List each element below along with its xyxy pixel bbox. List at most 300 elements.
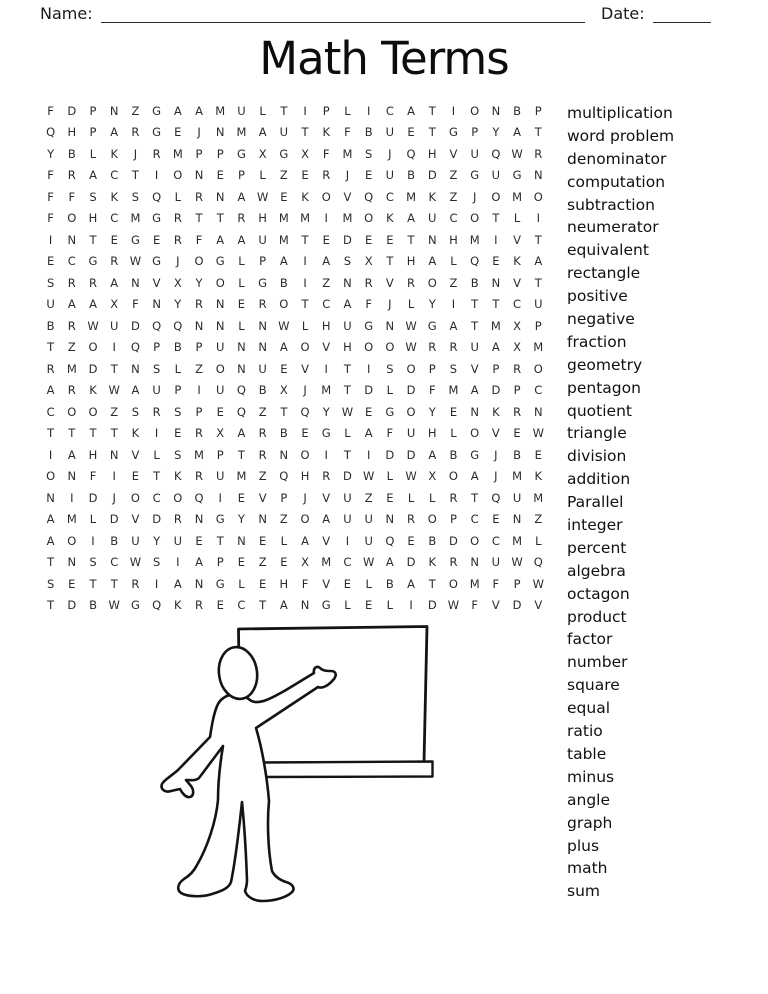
grid-letter: W <box>511 146 523 161</box>
grid-letter: N <box>512 512 522 527</box>
grid-letter: D <box>385 447 395 462</box>
word-list-item: fraction <box>567 332 627 351</box>
grid-letter: N <box>194 318 204 333</box>
grid-letter: Z <box>258 469 267 484</box>
grid-letter: U <box>110 318 119 333</box>
grid-letter: E <box>237 297 246 312</box>
grid-letter: G <box>152 125 162 140</box>
grid-letter: P <box>216 146 224 161</box>
grid-letter: O <box>300 340 310 355</box>
grid-letter: A <box>195 103 203 118</box>
grid-letter: A <box>470 469 479 484</box>
grid-letter: O <box>364 340 374 355</box>
grid-letter: G <box>152 254 162 269</box>
grid-letter: E <box>407 125 415 140</box>
grid-letter: E <box>365 168 373 183</box>
grid-letter: I <box>154 168 159 183</box>
grid-letter: E <box>68 576 76 591</box>
grid-letter: R <box>131 576 140 591</box>
grid-letter: I <box>112 469 116 484</box>
grid-letter: O <box>321 189 331 204</box>
grid-letter: U <box>258 361 267 376</box>
grid-letter: I <box>112 340 116 355</box>
grid-letter: U <box>279 125 289 140</box>
grid-letter: R <box>152 404 161 419</box>
grid-letter: C <box>385 189 394 204</box>
grid-letter: L <box>386 469 394 484</box>
grid-letter: N <box>258 340 267 355</box>
grid-letter: D <box>512 598 522 613</box>
word-list-item: addition <box>567 470 631 489</box>
grid-letter: P <box>513 576 521 591</box>
grid-letter: Z <box>279 168 288 183</box>
grid-letter: P <box>449 512 457 527</box>
grid-letter: D <box>67 103 77 118</box>
grid-letter: T <box>110 361 118 376</box>
grid-letter: K <box>89 383 97 398</box>
grid-letter: T <box>428 576 436 591</box>
grid-letter: E <box>492 254 500 269</box>
grid-letter: O <box>67 211 77 226</box>
grid-letter: V <box>449 146 458 161</box>
grid-letter: Z <box>322 275 331 290</box>
grid-letter: L <box>450 426 457 441</box>
grid-letter: R <box>407 275 416 290</box>
grid-letter: I <box>154 576 159 591</box>
grid-letter: H <box>88 211 98 226</box>
grid-letter: Z <box>449 275 458 290</box>
grid-letter: U <box>216 383 225 398</box>
grid-letter: O <box>448 469 458 484</box>
grid-letter: E <box>386 232 394 247</box>
grid-letter: A <box>279 598 288 613</box>
grid-letter: L <box>238 275 245 290</box>
grid-letter: L <box>174 189 182 204</box>
grid-letter: S <box>449 361 458 376</box>
grid-letter: Q <box>491 490 501 505</box>
grid-letter: R <box>152 146 161 161</box>
grid-letter: O <box>427 275 437 290</box>
grid-letter: O <box>130 490 140 505</box>
grid-letter: K <box>174 469 182 484</box>
grid-letter: S <box>131 189 140 204</box>
grid-letter: A <box>534 254 543 269</box>
grid-letter: D <box>364 383 374 398</box>
grid-letter: F <box>47 103 54 118</box>
grid-letter: I <box>70 490 74 505</box>
grid-letter: L <box>301 318 309 333</box>
word-list-item: table <box>567 744 607 763</box>
grid-letter: X <box>428 469 437 484</box>
grid-letter: R <box>407 512 416 527</box>
grid-letter: W <box>447 598 460 613</box>
grid-letter: A <box>322 254 331 269</box>
grid-letter: P <box>195 404 203 419</box>
grid-letter: R <box>173 211 182 226</box>
grid-letter: E <box>365 404 373 419</box>
grid-letter: Q <box>279 469 289 484</box>
grid-letter: I <box>303 275 307 290</box>
grid-letter: G <box>470 168 480 183</box>
grid-letter: K <box>322 125 331 140</box>
grid-letter: T <box>47 598 55 613</box>
grid-letter: U <box>470 340 479 355</box>
grid-letter: A <box>110 125 119 140</box>
grid-letter: E <box>237 555 246 570</box>
grid-letter: E <box>152 232 161 247</box>
grid-letter: S <box>174 447 182 462</box>
word-list-item: algebra <box>567 561 626 580</box>
grid-letter: C <box>534 383 543 398</box>
grid-letter: U <box>364 512 373 527</box>
grid-letter: H <box>449 232 458 247</box>
grid-letter: D <box>406 383 416 398</box>
grid-letter: O <box>88 404 98 419</box>
grid-letter: I <box>91 533 95 548</box>
grid-letter: D <box>88 490 98 505</box>
grid-letter: T <box>534 125 542 140</box>
grid-letter: H <box>300 469 310 484</box>
grid-letter: C <box>67 254 76 269</box>
grid-letter: M <box>194 447 204 462</box>
grid-letter: X <box>110 297 119 312</box>
grid-letter: T <box>47 340 55 355</box>
grid-letter: Y <box>153 533 161 548</box>
grid-letter: N <box>533 168 543 183</box>
grid-letter: L <box>513 211 521 226</box>
grid-letter: T <box>153 469 161 484</box>
grid-letter: L <box>259 103 266 118</box>
grid-letter: X <box>513 318 522 333</box>
grid-letter: E <box>365 232 373 247</box>
grid-letter: G <box>364 318 374 333</box>
word-list-item: negative <box>567 310 635 329</box>
grid-letter: M <box>66 361 77 376</box>
grid-letter: E <box>301 168 309 183</box>
grid-letter: N <box>385 318 395 333</box>
grid-letter: N <box>131 275 140 290</box>
word-list-item: octagon <box>567 584 630 603</box>
grid-letter: T <box>428 125 436 140</box>
grid-letter: N <box>215 189 225 204</box>
grid-letter: J <box>494 469 498 484</box>
grid-letter: R <box>67 275 76 290</box>
grid-letter: G <box>215 512 225 527</box>
grid-letter: T <box>386 254 394 269</box>
grid-letter: S <box>364 146 373 161</box>
grid-letter: T <box>68 426 76 441</box>
word-list-item: triangle <box>567 424 627 443</box>
grid-letter: M <box>490 318 501 333</box>
grid-letter: Y <box>428 404 436 419</box>
grid-letter: U <box>470 146 479 161</box>
grid-letter: V <box>470 361 479 376</box>
grid-letter: P <box>174 383 182 398</box>
grid-letter: D <box>109 512 119 527</box>
grid-letter: D <box>152 512 162 527</box>
grid-letter: L <box>89 146 97 161</box>
grid-letter: D <box>427 168 437 183</box>
grid-letter: I <box>324 361 328 376</box>
grid-letter: G <box>470 447 480 462</box>
grid-letter: Q <box>194 490 204 505</box>
grid-letter: S <box>46 576 55 591</box>
word-list-item: product <box>567 607 627 626</box>
grid-letter: Q <box>46 125 56 140</box>
grid-letter: N <box>279 447 289 462</box>
grid-letter: M <box>342 146 353 161</box>
grid-letter: G <box>512 168 522 183</box>
grid-letter: K <box>110 146 118 161</box>
grid-letter: F <box>47 211 54 226</box>
grid-letter: L <box>153 447 160 462</box>
word-list-item: minus <box>567 767 615 786</box>
grid-letter: G <box>236 146 246 161</box>
grid-letter: I <box>154 426 159 441</box>
grid-letter: F <box>365 297 372 312</box>
grid-letter: O <box>67 404 77 419</box>
grid-letter: R <box>195 426 204 441</box>
grid-letter: T <box>534 275 542 290</box>
grid-letter: I <box>48 232 53 247</box>
grid-letter: T <box>280 103 288 118</box>
grid-letter: B <box>279 426 288 441</box>
grid-letter: N <box>237 361 246 376</box>
grid-letter: F <box>47 189 54 204</box>
grid-letter: T <box>89 426 97 441</box>
grid-letter: T <box>343 361 351 376</box>
grid-letter: T <box>492 211 500 226</box>
grid-letter: D <box>427 598 437 613</box>
grid-letter: A <box>428 447 437 462</box>
grid-letter: L <box>238 254 245 269</box>
grid-letter: N <box>46 490 55 505</box>
grid-letter: K <box>174 598 182 613</box>
word-list-item: graph <box>567 813 613 832</box>
grid-letter: L <box>407 297 415 312</box>
word-list <box>567 102 757 903</box>
grid-letter: E <box>216 598 224 613</box>
grid-letter: N <box>343 275 352 290</box>
grid-letter: A <box>428 254 437 269</box>
grid-letter: X <box>513 340 522 355</box>
grid-letter: T <box>89 576 97 591</box>
grid-letter: I <box>536 211 540 226</box>
word-list-item: rectangle <box>567 264 641 283</box>
grid-letter: M <box>130 211 141 226</box>
grid-letter: O <box>406 361 416 376</box>
grid-letter: P <box>471 125 479 140</box>
grid-letter: R <box>258 447 267 462</box>
word-list-item: denominator <box>567 149 667 168</box>
grid-letter: Y <box>237 512 245 527</box>
grid-letter: E <box>216 168 224 183</box>
grid-letter: F <box>68 189 76 204</box>
grid-letter: B <box>279 275 288 290</box>
grid-letter: M <box>469 576 480 591</box>
grid-letter: M <box>533 490 544 505</box>
grid-letter: B <box>110 533 119 548</box>
grid-letter: U <box>534 297 543 312</box>
grid-letter: O <box>279 297 289 312</box>
grid-letter: A <box>343 297 352 312</box>
grid-letter: C <box>110 555 119 570</box>
grid-letter: C <box>513 297 522 312</box>
grid-letter: H <box>427 426 437 441</box>
grid-letter: Q <box>152 318 162 333</box>
grid-letter: R <box>449 340 458 355</box>
grid-letter: N <box>109 447 119 462</box>
grid-letter: R <box>67 383 76 398</box>
grid-letter: R <box>46 361 55 376</box>
grid-letter: R <box>449 490 458 505</box>
grid-letter: K <box>428 189 437 204</box>
grid-letter: R <box>110 254 119 269</box>
grid-letter: G <box>449 125 458 140</box>
grid-letter: S <box>46 275 55 290</box>
grid-letter: T <box>89 232 97 247</box>
grid-letter: N <box>152 297 161 312</box>
grid-letter: J <box>133 146 138 161</box>
grid-letter: T <box>216 211 224 226</box>
grid-letter: A <box>301 533 309 548</box>
grid-letter: U <box>216 469 225 484</box>
grid-letter: T <box>259 598 267 613</box>
grid-letter: I <box>366 447 371 462</box>
grid-letter: O <box>470 533 480 548</box>
grid-letter: I <box>303 103 307 118</box>
grid-letter: H <box>343 340 352 355</box>
grid-letter: C <box>110 211 119 226</box>
grid-letter: V <box>513 232 521 247</box>
grid-letter: N <box>533 404 543 419</box>
grid-letter: B <box>407 168 415 183</box>
grid-letter: O <box>88 340 98 355</box>
grid-letter: Q <box>364 189 374 204</box>
grid-letter: M <box>278 211 289 226</box>
grid-letter: A <box>89 168 97 183</box>
grid-letter: A <box>46 533 55 548</box>
grid-letter: N <box>109 103 119 118</box>
grid-letter: O <box>173 490 183 505</box>
grid-letter: A <box>67 447 76 462</box>
grid-letter: W <box>108 383 120 398</box>
grid-letter: U <box>258 232 267 247</box>
grid-letter: J <box>472 189 477 204</box>
grid-letter: R <box>195 469 204 484</box>
grid-letter: E <box>301 426 309 441</box>
name-label: Name: <box>40 4 93 23</box>
grid-letter: A <box>237 189 246 204</box>
grid-letter: F <box>301 576 309 591</box>
grid-letter: W <box>532 426 544 441</box>
grid-letter: E <box>386 490 394 505</box>
grid-letter: Z <box>67 340 76 355</box>
grid-letter: E <box>46 254 55 269</box>
grid-letter: B <box>470 275 479 290</box>
grid-letter: O <box>46 469 56 484</box>
grid-letter: I <box>303 254 307 269</box>
grid-letter: Z <box>279 512 288 527</box>
grid-letter: S <box>174 404 182 419</box>
grid-letter: Y <box>428 297 436 312</box>
grid-letter: W <box>405 340 417 355</box>
grid-letter: W <box>532 576 544 591</box>
grid-letter: T <box>428 103 436 118</box>
grid-letter: H <box>88 447 98 462</box>
grid-letter: C <box>343 555 352 570</box>
grid-letter: E <box>343 576 352 591</box>
grid-letter: H <box>321 318 331 333</box>
grid-letter: I <box>451 297 456 312</box>
grid-letter: S <box>386 361 394 376</box>
word-list-item: quotient <box>567 401 632 420</box>
grid-letter: I <box>176 555 180 570</box>
grid-letter: M <box>300 211 310 226</box>
grid-letter: B <box>385 576 394 591</box>
grid-letter: I <box>366 103 371 118</box>
grid-letter: U <box>131 533 140 548</box>
grid-letter: L <box>407 490 415 505</box>
grid-letter: G <box>152 103 162 118</box>
word-list-item: plus <box>567 836 600 855</box>
grid-letter: O <box>385 340 395 355</box>
grid-letter: W <box>129 254 142 269</box>
grid-letter: X <box>216 426 225 441</box>
grid-letter: M <box>66 512 77 527</box>
grid-letter: G <box>321 426 331 441</box>
grid-letter: T <box>280 404 288 419</box>
whiteboard-tray <box>259 762 433 778</box>
grid-letter: A <box>173 103 182 118</box>
grid-letter: B <box>67 146 76 161</box>
grid-letter: M <box>172 146 183 161</box>
grid-letter: H <box>67 125 77 140</box>
grid-letter: G <box>130 232 140 247</box>
grid-letter: A <box>407 211 415 226</box>
grid-letter: M <box>342 211 353 226</box>
grid-letter: L <box>238 576 245 591</box>
grid-letter: F <box>386 426 394 441</box>
grid-letter: S <box>152 555 161 570</box>
grid-letter: U <box>152 383 161 398</box>
grid-letter: J <box>303 383 307 398</box>
grid-letter: E <box>258 533 267 548</box>
grid-letter: R <box>534 146 543 161</box>
grid-letter: A <box>173 576 182 591</box>
grid-letter: E <box>365 598 373 613</box>
grid-letter: N <box>258 318 267 333</box>
grid-letter: M <box>321 555 332 570</box>
grid-letter: W <box>511 555 523 570</box>
grid-letter: J <box>303 490 307 505</box>
grid-letter: O <box>300 512 310 527</box>
word-list-item: division <box>567 447 627 466</box>
grid-letter: A <box>67 297 76 312</box>
grid-letter: G <box>88 254 98 269</box>
grid-letter: C <box>46 404 55 419</box>
grid-letter: A <box>110 275 119 290</box>
grid-letter: C <box>491 533 500 548</box>
grid-letter: M <box>278 232 289 247</box>
grid-letter: E <box>513 426 521 441</box>
grid-letter: A <box>216 232 225 247</box>
grid-letter: K <box>428 555 437 570</box>
grid-letter: R <box>67 318 76 333</box>
grid-letter: P <box>237 168 245 183</box>
grid-letter: W <box>405 469 417 484</box>
grid-letter: J <box>388 146 392 161</box>
